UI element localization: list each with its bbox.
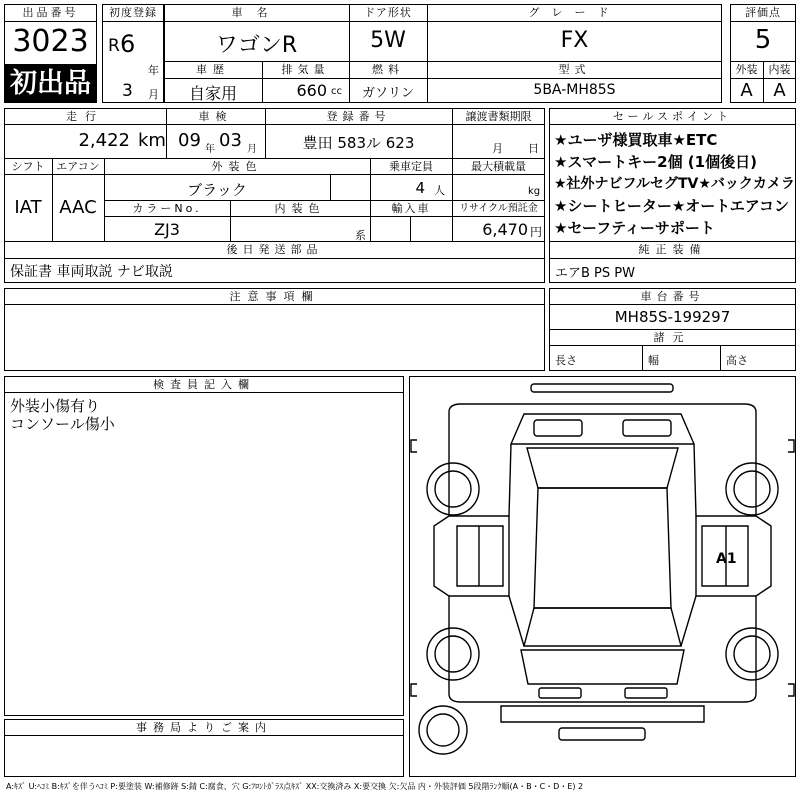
registration-plate: 豊田 583ル 623 bbox=[302, 134, 415, 152]
shift-label: シフト bbox=[11, 160, 45, 173]
damage-mark: A1 bbox=[716, 551, 737, 567]
chassis-number: MH85S-199297 bbox=[614, 308, 731, 326]
lot-number-label: 出品番号 bbox=[22, 6, 79, 19]
sales-point: ★シートヒーター★オートエアコン bbox=[554, 197, 789, 215]
transfer-month-unit: 月 bbox=[492, 142, 503, 155]
grade: FX bbox=[560, 28, 589, 53]
inspection-year-unit: 年 bbox=[205, 144, 215, 155]
color-number: ZJ3 bbox=[154, 220, 180, 239]
score: 5 bbox=[754, 25, 772, 55]
lot-number: 3023 bbox=[12, 24, 89, 59]
first-reg-month: 3 bbox=[122, 81, 133, 101]
inspection-year: 09 bbox=[178, 130, 201, 151]
sales-point: ★セーフティーサポート bbox=[554, 219, 715, 237]
car-name-label: 車名 bbox=[231, 6, 282, 19]
fuel: ガソリン bbox=[361, 86, 414, 101]
interior-color-unit: 系 bbox=[355, 229, 366, 242]
mileage-unit: km bbox=[138, 130, 166, 151]
air-conditioner: AAC bbox=[59, 197, 97, 218]
interior-score: A bbox=[773, 80, 786, 101]
inspection-label: 車検 bbox=[198, 110, 233, 123]
capacity-label: 乗車定員 bbox=[389, 160, 433, 173]
history: 自家用 bbox=[188, 84, 237, 103]
later-parts: 保証書 車両取説 ナビ取説 bbox=[10, 264, 173, 280]
mileage: 2,422 bbox=[78, 130, 130, 151]
shift: IAT bbox=[14, 197, 42, 218]
recycle-deposit: 6,470 bbox=[482, 220, 528, 239]
interior-score-label: 内装 bbox=[768, 63, 791, 76]
inspector-note: 外装小傷有り bbox=[10, 397, 101, 415]
capacity-unit: 人 bbox=[434, 184, 445, 197]
exterior-score-label: 外装 bbox=[735, 63, 758, 76]
car-diagram bbox=[409, 376, 796, 777]
office-notice-label: 事務局よりご案内 bbox=[136, 721, 272, 734]
transfer-day-unit: 日 bbox=[528, 142, 539, 155]
sales-points-label: セールスポイント bbox=[612, 110, 732, 123]
first-reg-year: 6 bbox=[120, 30, 136, 58]
model-label: 型式 bbox=[558, 63, 591, 76]
displacement-label: 排気量 bbox=[281, 63, 330, 76]
history-label: 車歴 bbox=[196, 63, 230, 76]
interior-color-label: 内装色 bbox=[274, 202, 326, 215]
specs-label: 諸元 bbox=[653, 331, 692, 344]
damage-legend: A:ｷｽﾞ U:ﾍｺﾐ B:ｷｽﾞを伴うﾍｺﾐ P:要塗装 W:補修跡 S:錆 C:腐食、穴 G:ﾌﾛﾝﾄｶﾞﾗｽ点ｷｽﾞ XX:交換済み X:要交換 欠:欠品 内・外装評価 5段階ﾗﾝｸ順(A・B・C・D・E) 2 bbox=[6, 782, 584, 791]
fuel-label: 燃料 bbox=[372, 63, 404, 76]
door-label: ドア形状 bbox=[364, 6, 412, 19]
inspector-note: コンソール傷小 bbox=[10, 415, 115, 433]
exterior-color: ブラック bbox=[187, 181, 247, 199]
height-label: 高さ bbox=[726, 354, 748, 367]
displacement-unit: cc bbox=[331, 86, 342, 97]
sales-point: ★ユーザ様買取車★ETC bbox=[554, 131, 718, 149]
width-label: 幅 bbox=[648, 354, 659, 367]
recycle-deposit-unit: 円 bbox=[530, 225, 543, 239]
exterior-color-label: 外装色 bbox=[211, 160, 263, 173]
transfer-deadline-label: 譲渡書類期限 bbox=[465, 110, 532, 123]
displacement: 660 bbox=[296, 81, 327, 100]
recycle-deposit-label: リサイクル預託金 bbox=[459, 203, 538, 214]
genuine-equipment: エアB PS PW bbox=[555, 266, 635, 281]
door-type: 5W bbox=[370, 28, 406, 53]
mileage-label: 走行 bbox=[66, 110, 104, 123]
inspection-month: 03 bbox=[219, 130, 242, 151]
grade-label: グレード bbox=[528, 6, 621, 19]
sales-point: ★スマートキー2個 (1個後日) bbox=[554, 153, 757, 171]
plate-label: 登録番号 bbox=[326, 110, 391, 123]
genuine-equipment-label: 純正装備 bbox=[638, 243, 707, 256]
month-unit: 月 bbox=[148, 88, 159, 101]
year-unit: 年 bbox=[148, 64, 159, 77]
first-listing-badge: 初出品 bbox=[5, 65, 96, 102]
later-parts-label: 後日発送部品 bbox=[226, 243, 323, 256]
score-label: 評価点 bbox=[745, 6, 781, 19]
ac-label: エアコン bbox=[56, 160, 100, 173]
model-code: 5BA-MH85S bbox=[533, 82, 616, 98]
max-load-label: 最大積載量 bbox=[471, 160, 526, 173]
import-label: 輸入車 bbox=[391, 202, 431, 215]
car-name: ワゴンR bbox=[215, 33, 298, 58]
max-load-unit: kg bbox=[528, 186, 541, 197]
sales-point: ★社外ナビフルセグTV★バックカメラ bbox=[554, 176, 795, 192]
era-letter: R bbox=[108, 36, 120, 56]
caution-label: 注意事項欄 bbox=[229, 290, 320, 303]
inspection-month-unit: 月 bbox=[247, 144, 257, 155]
inspector-notes-label: 検査員記入欄 bbox=[153, 378, 255, 391]
exterior-score: A bbox=[740, 80, 753, 101]
capacity: 4 bbox=[415, 179, 425, 197]
length-label: 長さ bbox=[555, 354, 577, 367]
first-registration-label: 初度登録 bbox=[109, 6, 157, 19]
chassis-number-label: 車台番号 bbox=[640, 290, 705, 303]
color-number-label: カラーNo. bbox=[132, 202, 202, 215]
